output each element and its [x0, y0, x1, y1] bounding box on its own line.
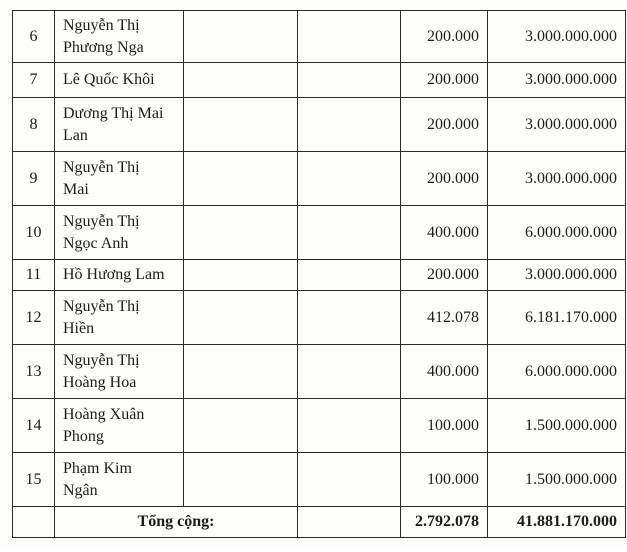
value-cell: 6.181.170.000 [488, 291, 626, 345]
name-line: Phong [63, 427, 104, 445]
name-line: Hồ Hương Lam [63, 266, 165, 283]
name-line: Hoàng Xuân [63, 405, 145, 423]
value-cell: 6.000.000.000 [488, 345, 626, 399]
value-cell: 3.000.000.000 [488, 11, 626, 63]
row-number: 7 [13, 63, 55, 98]
shares-cell: 200.000 [401, 98, 488, 152]
value-cell: 3.000.000.000 [488, 152, 626, 206]
shares-cell: 200.000 [401, 152, 488, 206]
empty-cell-a [184, 453, 298, 507]
shareholder-table [12, 10, 626, 538]
empty-cell-a [184, 291, 298, 345]
name-line: Nguyễn Thị [63, 212, 140, 230]
value-cell: 1.500.000.000 [488, 399, 626, 453]
name-line: Ngân [63, 481, 98, 499]
row-number: 15 [13, 453, 55, 507]
empty-cell-b [298, 399, 401, 453]
row-number: 13 [13, 345, 55, 399]
shares-cell: 412.078 [401, 291, 488, 345]
shareholder-name [55, 63, 184, 98]
total-empty-cell [298, 507, 401, 538]
table-row [13, 453, 626, 507]
empty-cell-a [184, 152, 298, 206]
table-row [13, 345, 626, 399]
empty-cell-a [184, 399, 298, 453]
table-row [13, 291, 626, 345]
empty-cell-a [184, 63, 298, 98]
table-row [13, 11, 626, 63]
cut-off-next-line [60, 540, 600, 552]
name-line: Lan [63, 126, 88, 144]
table-row [13, 152, 626, 206]
name-line: Hiền [63, 319, 95, 337]
shareholder-name [55, 399, 184, 453]
shares-cell: 200.000 [401, 63, 488, 98]
row-number: 11 [13, 260, 55, 291]
table-row [13, 399, 626, 453]
table-row [13, 260, 626, 291]
name-line: Hoàng Hoa [63, 373, 137, 391]
shareholder-name [55, 453, 184, 507]
value-cell: 3.000.000.000 [488, 260, 626, 291]
name-line: Ngọc Anh [63, 234, 129, 252]
empty-cell-b [298, 291, 401, 345]
table-row [13, 63, 626, 98]
empty-cell-b [298, 453, 401, 507]
shares-cell: 100.000 [401, 399, 488, 453]
value-cell: 3.000.000.000 [488, 98, 626, 152]
row-number: 9 [13, 152, 55, 206]
name-line: Nguyễn Thị [63, 351, 140, 369]
name-line: Dương Thị Mai [63, 104, 164, 122]
empty-cell-b [298, 345, 401, 399]
empty-cell-a [184, 11, 298, 63]
total-label: Tổng cộng: [55, 507, 298, 538]
shareholder-name [55, 345, 184, 399]
table-row [13, 98, 626, 152]
row-number: 8 [13, 98, 55, 152]
name-line: Nguyễn Thị [63, 158, 140, 176]
row-number: 6 [13, 11, 55, 63]
shareholder-name [55, 206, 184, 260]
shareholder-name [55, 291, 184, 345]
name-line: Phương Nga [63, 38, 144, 56]
name-line: Lê Quốc Khôi [63, 71, 155, 88]
empty-cell-a [184, 98, 298, 152]
name-line: Nguyễn Thị [63, 297, 140, 315]
total-row [13, 507, 626, 538]
shares-cell: 400.000 [401, 206, 488, 260]
empty-cell-b [298, 63, 401, 98]
empty-cell-a [184, 206, 298, 260]
total-empty-cell [13, 507, 55, 538]
empty-cell-b [298, 11, 401, 63]
shareholder-name [55, 260, 184, 291]
total-shares: 2.792.078 [401, 507, 488, 538]
empty-cell-b [298, 152, 401, 206]
name-line: Phạm Kim [63, 459, 132, 477]
empty-cell-a [184, 260, 298, 291]
value-cell: 3.000.000.000 [488, 63, 626, 98]
row-number: 14 [13, 399, 55, 453]
shares-cell: 200.000 [401, 11, 488, 63]
name-line: Nguyễn Thị [63, 16, 140, 34]
table-body [13, 11, 626, 507]
shares-cell: 100.000 [401, 453, 488, 507]
shareholder-name [55, 11, 184, 63]
empty-cell-b [298, 206, 401, 260]
row-number: 10 [13, 206, 55, 260]
shares-cell: 200.000 [401, 260, 488, 291]
name-line: Mai [63, 180, 89, 198]
shareholder-name [55, 98, 184, 152]
value-cell: 1.500.000.000 [488, 453, 626, 507]
empty-cell-b [298, 98, 401, 152]
empty-cell-b [298, 260, 401, 291]
value-cell: 6.000.000.000 [488, 206, 626, 260]
empty-cell-a [184, 345, 298, 399]
shares-cell: 400.000 [401, 345, 488, 399]
total-value: 41.881.170.000 [488, 507, 626, 538]
row-number: 12 [13, 291, 55, 345]
shareholder-name [55, 152, 184, 206]
table-row [13, 206, 626, 260]
